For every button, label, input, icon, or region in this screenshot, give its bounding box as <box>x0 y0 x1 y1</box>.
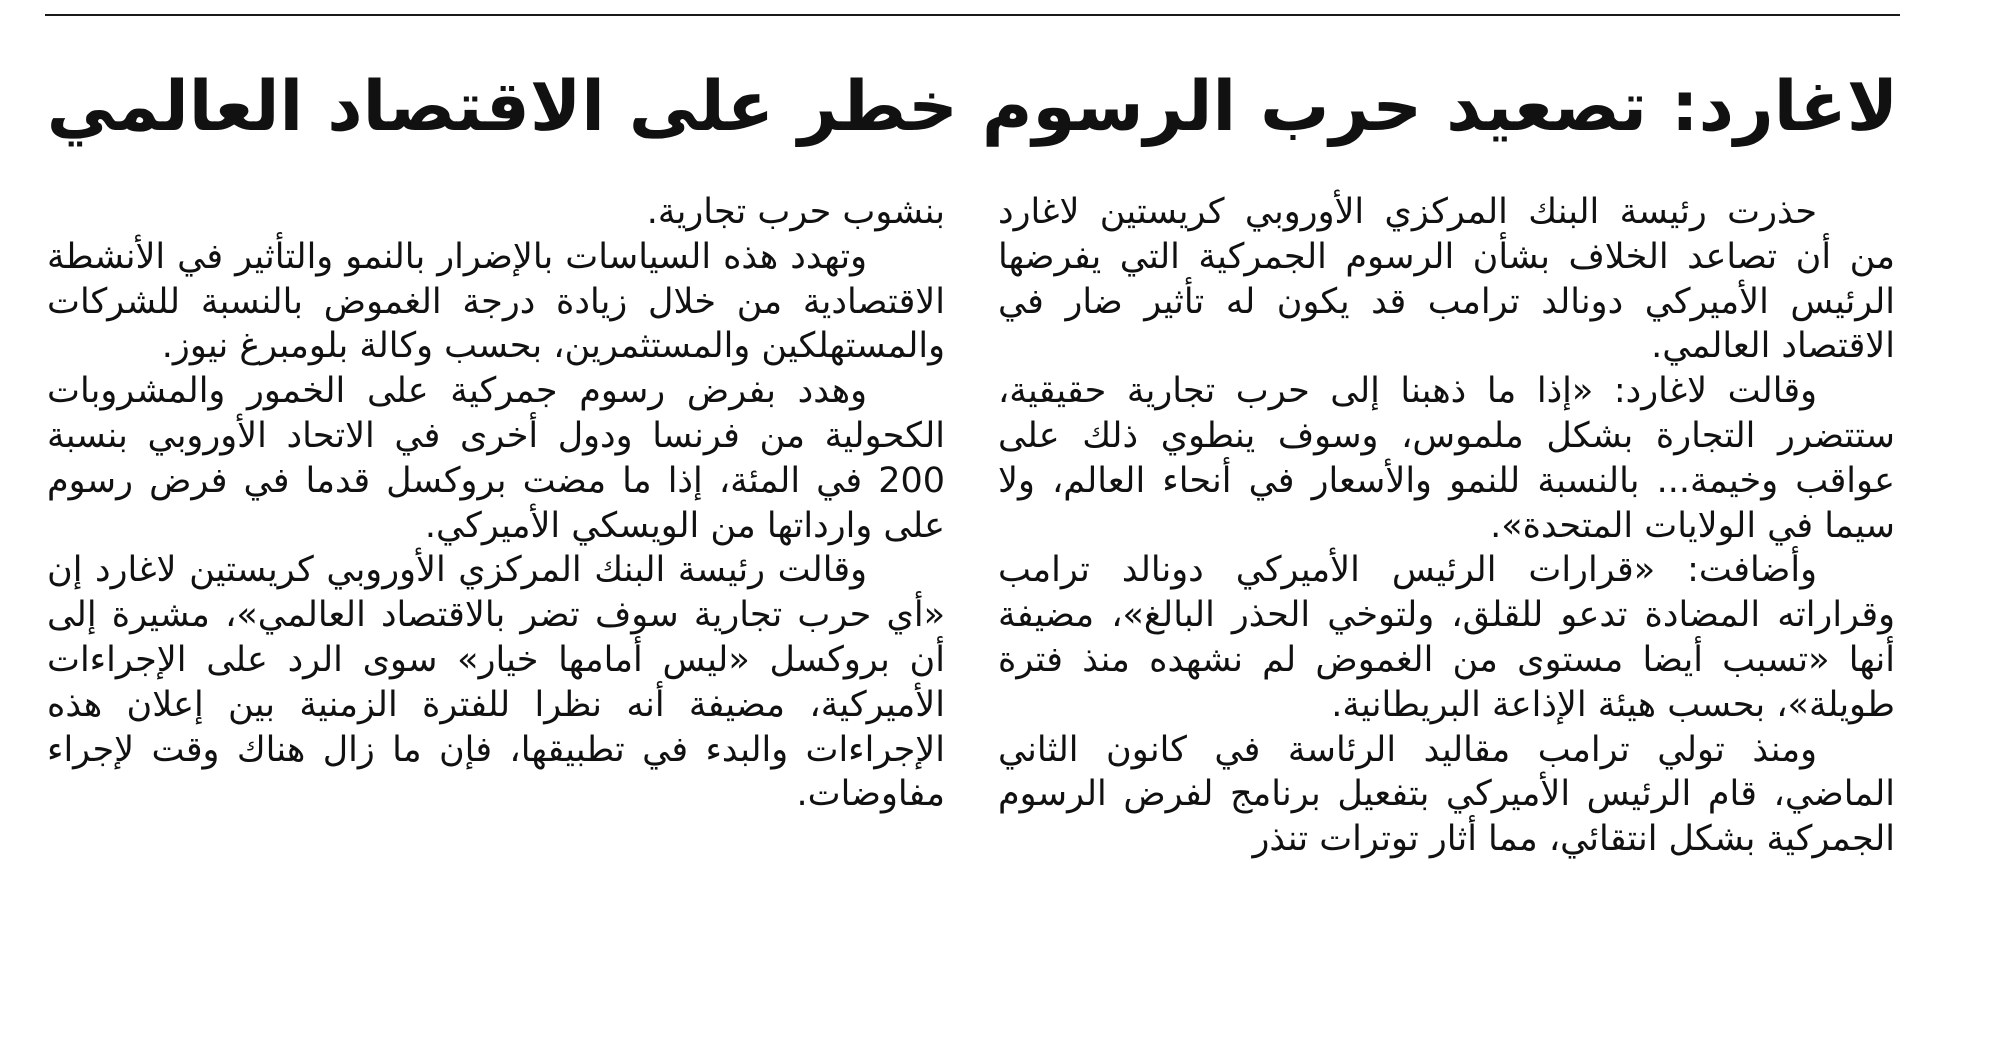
paragraph: ومنذ تولي ترامب مقاليد الرئاسة في كانون الثاني الماضي، قام الرئيس الأميركي بتفعيل برنامج لفرض الرسوم الجمركية بشكل انتقائي، مما أثار توترات تنذر <box>998 729 1895 860</box>
paragraph: وهدد بفرض رسوم جمركية على الخمور والمشروبات الكحولية من فرنسا ودول أخرى في الاتحاد الأوروبي بنسبة 200 في المئة، إذا ما مضت بروكسل قدما في فرض رسوم على وارداتها من الويسكي الأميركي. <box>47 371 945 546</box>
top-rule <box>45 14 1900 16</box>
article-column-right <box>998 190 1895 862</box>
paragraph: وقالت لاغارد: «إذا ما ذهبنا إلى حرب تجارية حقيقية، ستتضرر التجارة بشكل ملموس، وسوف ينطوي ذلك على عواقب وخيمة... بالنسبة للنمو والأسعار في أنحاء العالم، ولا سيما في الولايات المتحدة». <box>998 371 1895 546</box>
headline: لاغارد: تصعيد حرب الرسوم خطر على الاقتصاد العالمي <box>46 67 1899 147</box>
paragraph: حذرت رئيسة البنك المركزي الأوروبي كريستين لاغارد من أن تصاعد الخلاف بشأن الرسوم الجمركية التي يفرضها الرئيس الأميركي دونالد ترامب قد يكون له تأثير ضار في الاقتصاد العالمي. <box>998 192 1895 367</box>
paragraph: وتهدد هذه السياسات بالإضرار بالنمو والتأثير في الأنشطة الاقتصادية من خلال زيادة درجة الغموض بالنسبة للشركات والمستهلكين والمستثمرين، بحسب وكالة بلومبرغ نيوز. <box>47 236 945 367</box>
paragraph: بنشوب حرب تجارية. <box>646 192 945 232</box>
paragraph: وأضافت: «قرارات الرئيس الأميركي دونالد ترامب وقراراته المضادة تدعو للقلق، ولتوخي الحذر البالغ»، مضيفة أنها «تسبب أيضا مستوى من الغموض لم نشهده منذ فترة طويلة»، بحسب هيئة الإذاعة البريطانية. <box>998 550 1895 725</box>
paragraph: وقالت رئيسة البنك المركزي الأوروبي كريستين لاغارد إن «أي حرب تجارية سوف تضر بالاقتصاد العالمي»، مشيرة إلى أن بروكسل «ليس أمامها خيار» سوى الرد على الإجراءات الأميركية، مضيفة أنه نظرا للفترة الزمنية بين إعلان هذه الإجراءات والبدء في تطبيقها، فإن ما زال هناك وقت لإجراء مفاوضات. <box>47 550 945 815</box>
article-column-left <box>47 190 945 817</box>
